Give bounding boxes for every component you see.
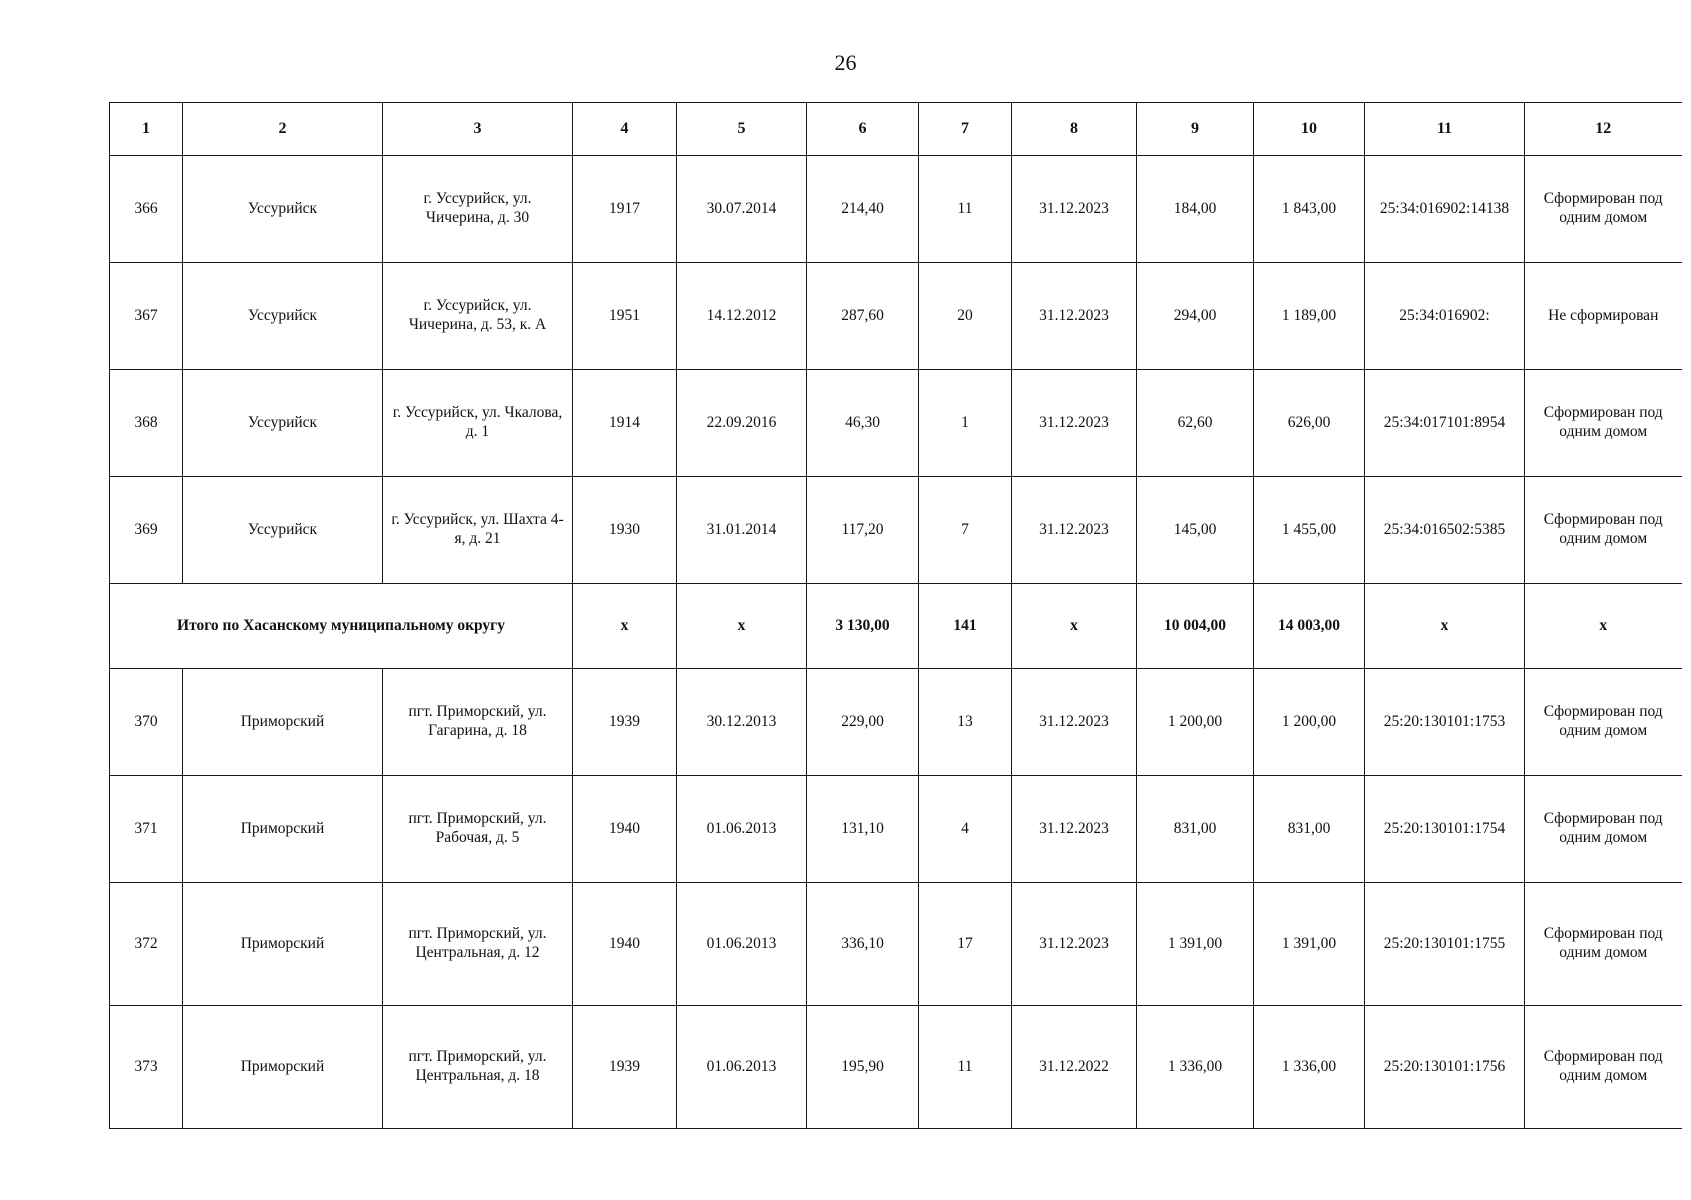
col10-cell: 1 336,00	[1254, 1006, 1365, 1129]
subtotal-cell: х	[1012, 584, 1137, 669]
cadastral-cell: 25:34:016902:	[1365, 263, 1525, 370]
table-row	[110, 669, 1682, 776]
residents-cell: 11	[919, 156, 1012, 263]
date-cell: 01.06.2013	[677, 883, 807, 1006]
subtotal-area: 3 130,00	[807, 584, 919, 669]
row-number: 370	[110, 669, 183, 776]
subtotal-cell: х	[1365, 584, 1525, 669]
subtotal-col9: 10 004,00	[1137, 584, 1254, 669]
date-cell: 14.12.2012	[677, 263, 807, 370]
area-cell: 214,40	[807, 156, 919, 263]
deadline-cell: 31.12.2023	[1012, 883, 1137, 1006]
residents-cell: 7	[919, 477, 1012, 584]
column-header: 2	[183, 103, 383, 156]
status-cell: Не сформирован	[1525, 263, 1682, 370]
year-cell: 1917	[573, 156, 677, 263]
column-header: 7	[919, 103, 1012, 156]
area-cell: 336,10	[807, 883, 919, 1006]
date-cell: 30.07.2014	[677, 156, 807, 263]
column-header: 4	[573, 103, 677, 156]
deadline-cell: 31.12.2022	[1012, 1006, 1137, 1129]
residents-cell: 17	[919, 883, 1012, 1006]
subtotal-residents: 141	[919, 584, 1012, 669]
residents-cell: 13	[919, 669, 1012, 776]
year-cell: 1940	[573, 776, 677, 883]
year-cell: 1940	[573, 883, 677, 1006]
table-row	[110, 263, 1682, 370]
housing-registry-table	[109, 102, 1682, 1129]
col9-cell: 145,00	[1137, 477, 1254, 584]
col9-cell: 1 391,00	[1137, 883, 1254, 1006]
year-cell: 1951	[573, 263, 677, 370]
date-cell: 31.01.2014	[677, 477, 807, 584]
col9-cell: 62,60	[1137, 370, 1254, 477]
table-row	[110, 370, 1682, 477]
column-header: 12	[1525, 103, 1682, 156]
col9-cell: 1 336,00	[1137, 1006, 1254, 1129]
cadastral-cell: 25:34:016902:14138	[1365, 156, 1525, 263]
year-cell: 1939	[573, 1006, 677, 1129]
row-number: 369	[110, 477, 183, 584]
deadline-cell: 31.12.2023	[1012, 156, 1137, 263]
row-number: 372	[110, 883, 183, 1006]
area-cell: 229,00	[807, 669, 919, 776]
year-cell: 1930	[573, 477, 677, 584]
subtotal-cell: х	[677, 584, 807, 669]
row-number: 367	[110, 263, 183, 370]
address-cell: г. Уссурийск, ул. Чкалова, д. 1	[383, 370, 573, 477]
cadastral-cell: 25:34:016502:5385	[1365, 477, 1525, 584]
subtotal-row	[110, 584, 1682, 669]
residents-cell: 4	[919, 776, 1012, 883]
area-cell: 287,60	[807, 263, 919, 370]
row-number: 368	[110, 370, 183, 477]
table-row	[110, 156, 1682, 263]
table-row	[110, 776, 1682, 883]
status-cell: Сформирован под одним домом	[1525, 156, 1682, 263]
date-cell: 30.12.2013	[677, 669, 807, 776]
settlement-cell: Уссурийск	[183, 477, 383, 584]
column-header: 11	[1365, 103, 1525, 156]
table-row	[110, 477, 1682, 584]
address-cell: г. Уссурийск, ул. Шахта 4-я, д. 21	[383, 477, 573, 584]
address-cell: г. Уссурийск, ул. Чичерина, д. 53, к. А	[383, 263, 573, 370]
date-cell: 01.06.2013	[677, 776, 807, 883]
column-header: 9	[1137, 103, 1254, 156]
residents-cell: 11	[919, 1006, 1012, 1129]
header-row	[110, 103, 1682, 156]
address-cell: пгт. Приморский, ул. Центральная, д. 18	[383, 1006, 573, 1129]
col10-cell: 1 200,00	[1254, 669, 1365, 776]
col9-cell: 1 200,00	[1137, 669, 1254, 776]
deadline-cell: 31.12.2023	[1012, 477, 1137, 584]
deadline-cell: 31.12.2023	[1012, 669, 1137, 776]
column-header: 10	[1254, 103, 1365, 156]
column-header: 3	[383, 103, 573, 156]
row-number: 371	[110, 776, 183, 883]
cadastral-cell: 25:20:130101:1756	[1365, 1006, 1525, 1129]
column-header: 1	[110, 103, 183, 156]
address-cell: пгт. Приморский, ул. Гагарина, д. 18	[383, 669, 573, 776]
year-cell: 1914	[573, 370, 677, 477]
date-cell: 22.09.2016	[677, 370, 807, 477]
table-row	[110, 1006, 1682, 1129]
settlement-cell: Приморский	[183, 883, 383, 1006]
subtotal-cell: х	[1525, 584, 1682, 669]
settlement-cell: Уссурийск	[183, 370, 383, 477]
settlement-cell: Приморский	[183, 669, 383, 776]
row-number: 366	[110, 156, 183, 263]
area-cell: 46,30	[807, 370, 919, 477]
col9-cell: 294,00	[1137, 263, 1254, 370]
status-cell: Сформирован под одним домом	[1525, 776, 1682, 883]
column-header: 6	[807, 103, 919, 156]
residents-cell: 1	[919, 370, 1012, 477]
status-cell: Сформирован под одним домом	[1525, 883, 1682, 1006]
date-cell: 01.06.2013	[677, 1006, 807, 1129]
col10-cell: 831,00	[1254, 776, 1365, 883]
deadline-cell: 31.12.2023	[1012, 263, 1137, 370]
area-cell: 195,90	[807, 1006, 919, 1129]
cadastral-cell: 25:20:130101:1755	[1365, 883, 1525, 1006]
deadline-cell: 31.12.2023	[1012, 776, 1137, 883]
deadline-cell: 31.12.2023	[1012, 370, 1137, 477]
settlement-cell: Приморский	[183, 776, 383, 883]
cadastral-cell: 25:20:130101:1753	[1365, 669, 1525, 776]
col10-cell: 1 455,00	[1254, 477, 1365, 584]
settlement-cell: Уссурийск	[183, 156, 383, 263]
column-header: 8	[1012, 103, 1137, 156]
status-cell: Сформирован под одним домом	[1525, 1006, 1682, 1129]
table-row	[110, 883, 1682, 1006]
residents-cell: 20	[919, 263, 1012, 370]
address-cell: пгт. Приморский, ул. Рабочая, д. 5	[383, 776, 573, 883]
address-cell: пгт. Приморский, ул. Центральная, д. 12	[383, 883, 573, 1006]
subtotal-cell: х	[573, 584, 677, 669]
status-cell: Сформирован под одним домом	[1525, 477, 1682, 584]
cadastral-cell: 25:20:130101:1754	[1365, 776, 1525, 883]
status-cell: Сформирован под одним домом	[1525, 669, 1682, 776]
col9-cell: 831,00	[1137, 776, 1254, 883]
col9-cell: 184,00	[1137, 156, 1254, 263]
col10-cell: 626,00	[1254, 370, 1365, 477]
column-header: 5	[677, 103, 807, 156]
settlement-cell: Уссурийск	[183, 263, 383, 370]
subtotal-col10: 14 003,00	[1254, 584, 1365, 669]
address-cell: г. Уссурийск, ул. Чичерина, д. 30	[383, 156, 573, 263]
cadastral-cell: 25:34:017101:8954	[1365, 370, 1525, 477]
area-cell: 131,10	[807, 776, 919, 883]
status-cell: Сформирован под одним домом	[1525, 370, 1682, 477]
col10-cell: 1 391,00	[1254, 883, 1365, 1006]
subtotal-label: Итого по Хасанскому муниципальному округу	[110, 584, 573, 669]
col10-cell: 1 189,00	[1254, 263, 1365, 370]
year-cell: 1939	[573, 669, 677, 776]
row-number: 373	[110, 1006, 183, 1129]
settlement-cell: Приморский	[183, 1006, 383, 1129]
page-number: 26	[834, 50, 857, 75]
area-cell: 117,20	[807, 477, 919, 584]
col10-cell: 1 843,00	[1254, 156, 1365, 263]
